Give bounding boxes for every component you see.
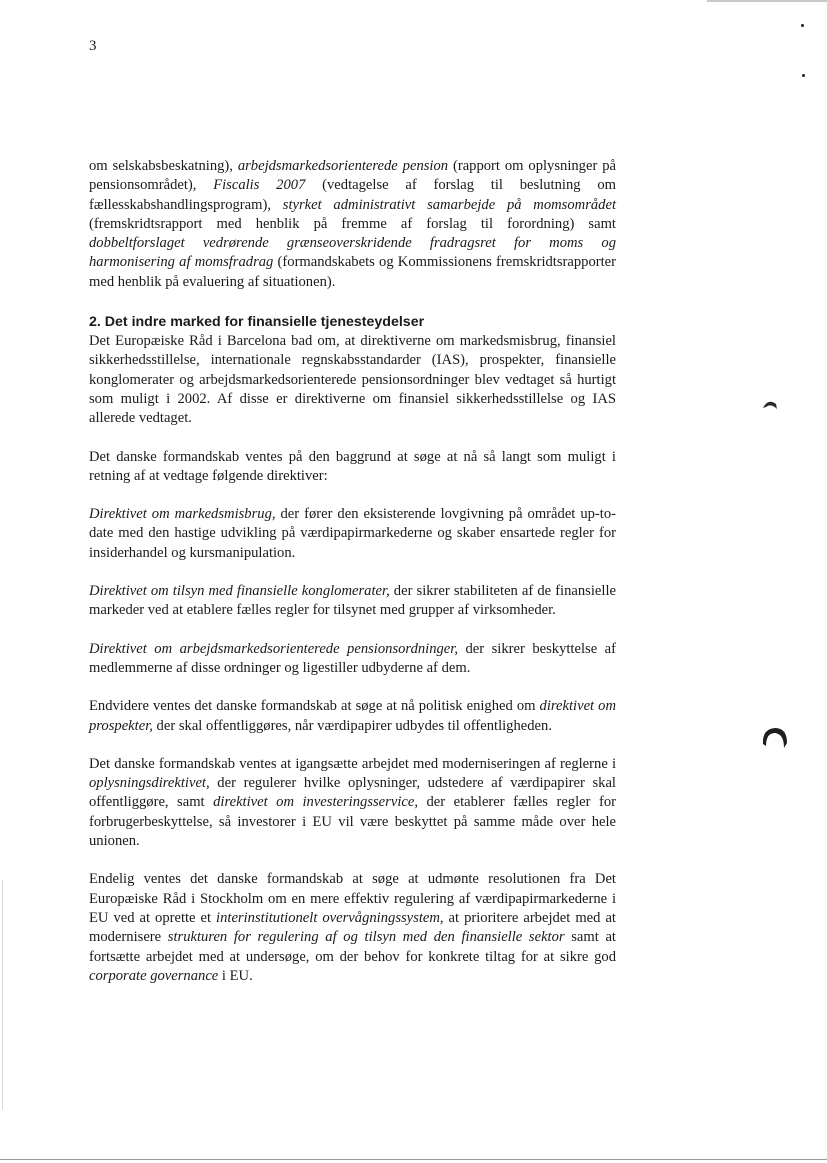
paragraph-stockholm-resolution: Endelig ventes det danske formandskab at søge at udmønte resolutionen fra Det Europæiske Råd i Stockholm om en mere effektiv regulering af værdipapirmarkederne i EU ved at oprette et interinstitutionelt overvågningssystem, at prioritere arbejdet med at modernisere strukturen for regulering af og tilsyn med den finansielle sektor samt at fortsætte arbejdet med at undersøge, om der behov for konkrete tiltag for at sikre god corporate governance i EU. bbox=[89, 871, 616, 984]
paragraph-intro: om selskabsbeskatning), arbejdsmarkedsorienterede pension (rapport om oplysninger på pensionsområdet), Fiscalis 2007 (vedtagelse af forslag til beslutning om fællesskabshandlingsprogram), styrket administrativt samarbejde på momsområdet (fremskridtsrapport med henblik på fremme af forslag til forordning) samt dobbeltforslaget vedrørende grænseoverskridende fradragsret for moms og harmonisering af momsfradrag (formandskabets og Kommissionens fremskridtsrapporter med henblik på evaluering af situationen). bbox=[89, 158, 617, 290]
paragraph-market-abuse: Direktivet om markedsmisbrug, der fører den eksisterende lovgivning på området up-to-date med den hastige udvikling på værdipapirmarkederne og skaber ensartede regler for insiderhandel og kursmanipulation. bbox=[89, 506, 616, 561]
paragraph-conglomerates: Direktivet om tilsyn med finansielle konglomerater, der sikrer stabiliteten af de finansielle markeder ved at etablere fælles regler for tilsynet med grupper af virksomheder. bbox=[89, 583, 616, 619]
paragraph-pension-schemes: Direktivet om arbejdsmarkedsorienterede pensionsordninger, der sikrer beskyttelse af medlemmerne af disse ordninger og ligestiller udbyderne af dem. bbox=[89, 640, 616, 676]
scan-edge-bottom bbox=[0, 1159, 827, 1160]
section-heading: 2. Det indre marked for finansielle tjenesteydelser bbox=[89, 314, 425, 331]
paragraph-prospectus: Endvidere ventes det danske formandskab at søge at nå politisk enighed om direktivet om prospekter, der skal offentliggøres, når værdipapirer udbydes til offentligheden. bbox=[89, 698, 616, 734]
scan-edge-left bbox=[2, 880, 3, 1110]
binder-hole-mark-icon bbox=[762, 398, 778, 410]
page-body bbox=[89, 157, 616, 986]
page-number: 3 bbox=[89, 38, 97, 54]
paragraph-modernisation: Det danske formandskab ventes at igangsætte arbejdet med moderniseringen af reglerne i oplysningsdirektivet, der regulerer hvilke oplysninger, udstedere af værdipapirer skal offentliggøre, samt direktivet om investeringsservice, der etablerer fælles regler for forbrugerbeskyttelse, så investorer i EU vil være beskyttet på samme måde over hele unionen. bbox=[89, 755, 616, 850]
paragraph-barcelona: Det Europæiske Råd i Barcelona bad om, at direktiverne om markedsmisbrug, finansiel sikkerhedsstillelse, internationale regnskabsstandarder (IAS), prospekter, finansielle konglomerater og arbejdsmarkedsorienterede pensionsordninger blev vedtaget så hurtigt som muligt i 2002. Af disse er direktiverne om finansiel sikkerhedsstillelse og IAS allerede vedtaget. bbox=[89, 333, 616, 427]
scan-edge-top bbox=[707, 0, 827, 2]
paragraph-expected-directives: Det danske formandskab ventes på den baggrund at søge at nå så langt som muligt i retning af at vedtage følgende direktiver: bbox=[89, 448, 616, 484]
scan-speck bbox=[802, 74, 805, 77]
binder-hole-ring-icon bbox=[760, 724, 790, 750]
scan-speck bbox=[801, 24, 804, 27]
